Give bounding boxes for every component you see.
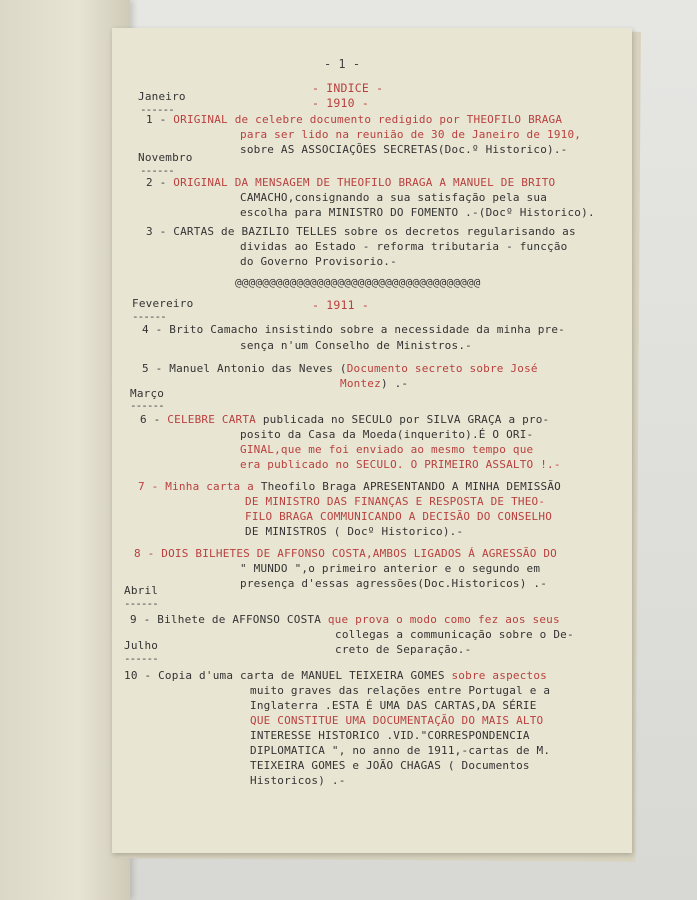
entry-3-line-2: dividas ao Estado - reforma tributaria - funcção	[240, 240, 568, 253]
entry-2-line-3: escolha para MINISTRO DO FOMENTO .-(Docº Historico).	[240, 206, 595, 219]
entry-6-line-3: GINAL,que me foi enviado ao mesmo tempo que	[240, 443, 534, 456]
entry-10-line-1: 10 - Copia d'uma carta de MANUEL TEIXEIRA GOMES sobre aspectos	[124, 669, 548, 682]
entry-7-line-3: FILO BRAGA COMMUNICANDO A DECISÃO DO CONSELHO	[245, 510, 553, 523]
entry-9-line-1: 9 - Bilhete de AFFONSO COSTA que prova o modo como fez aos seus	[130, 613, 560, 626]
entry-2-line-1: 2 - ORIGINAL DA MENSAGEM DE THEOFILO BRAGA A MANUEL DE BRITO	[146, 176, 556, 189]
entry-3-line-1: 3 - CARTAS de BAZILIO TELLES sobre os decretos regularisando as	[146, 225, 576, 238]
month-janeiro: Janeiro	[138, 90, 186, 103]
entry-1-line-2: para ser lido na reunião de 30 de Janeiro de 1910,	[240, 128, 582, 141]
entry-2-line-2: CAMACHO,consignando a sua satisfação pela sua	[240, 191, 548, 204]
entry-6-line-1: 6 - CELEBRE CARTA publicada no SECULO por SILVA GRAÇA a pro-	[140, 413, 550, 426]
entry-1-line-3: sobre AS ASSOCIAÇÕES SECRETAS(Doc.º Historico).-	[240, 143, 568, 156]
entry-10-line-7: TEIXEIRA GOMES e JOÃO CHAGAS ( Documentos	[250, 759, 530, 772]
entry-7-line-1: 7 - Minha carta a Theofilo Braga APRESENTANDO A MINHA DEMISSÃO	[138, 480, 562, 493]
section-separator: @@@@@@@@@@@@@@@@@@@@@@@@@@@@@@@@@@@@	[235, 276, 481, 289]
month-abril: Abril	[124, 584, 159, 597]
entry-10-line-2: muito graves das relações entre Portugal e a	[250, 684, 551, 697]
entry-10-line-4: QUE CONSTITUE UMA DOCUMENTAÇÃO DO MAIS ALTO	[250, 714, 544, 727]
entry-8-line-1: 8 - DOIS BILHETES DE AFFONSO COSTA,AMBOS LIGADOS Á AGRESSÃO DO	[134, 547, 557, 560]
month-underline: ------	[124, 597, 158, 610]
entry-5-line-2: Montez) .-	[340, 377, 409, 390]
month-underline: ------	[130, 399, 164, 412]
entry-10-line-8: Historicos) .-	[250, 774, 346, 787]
entry-8-line-3: presença d'essas agressões(Doc.Historicos) .-	[240, 577, 548, 590]
facing-page	[0, 0, 130, 900]
entry-7-line-4: DE MINISTROS ( Docº Historico).-	[245, 525, 464, 538]
month-underline: ------	[132, 310, 166, 323]
entry-1-line-1: 1 - ORIGINAL de celebre documento redigido por THEOFILO BRAGA	[146, 113, 563, 126]
month-underline: ------	[140, 164, 174, 177]
entry-10-line-5: INTERESSE HISTORICO .VID."CORRESPONDENCIA	[250, 729, 530, 742]
page-number: - 1 -	[323, 57, 361, 71]
month-marco: Março	[130, 387, 165, 400]
month-julho: Julho	[124, 639, 159, 652]
entry-4-line-2: sença n'um Conselho de Ministros.-	[240, 339, 472, 352]
entry-3-line-3: do Governo Provisorio.-	[240, 255, 397, 268]
year-1911: - 1911 -	[312, 298, 369, 312]
entry-10-line-3: Inglaterra .ESTA É UMA DAS CARTAS,DA SÉRIE	[250, 699, 537, 712]
month-underline: ------	[140, 103, 174, 116]
index-title: - INDICE -	[312, 81, 384, 95]
entry-7-line-2: DE MINISTRO DAS FINANÇAS E RESPOSTA DE THEO-	[245, 495, 546, 508]
month-underline: ------	[124, 652, 158, 665]
entry-6-line-4: era publicado no SECULO. O PRIMEIRO ASSALTO !.-	[240, 458, 561, 471]
entry-6-line-2: posito da Casa da Moeda(inquerito).É O ORI-	[240, 428, 534, 441]
entry-8-line-2: " MUNDO ",o primeiro anterior e o segundo em	[240, 562, 541, 575]
entry-10-line-6: DIPLOMATICA ", no anno de 1911,-cartas de M.	[250, 744, 551, 757]
year-1910: - 1910 -	[312, 96, 369, 110]
entry-9-line-2: collegas a communicação sobre o De-	[335, 628, 574, 641]
entry-5-line-1: 5 - Manuel Antonio das Neves (Documento secreto sobre José	[142, 362, 538, 375]
entry-4-line-1: 4 - Brito Camacho insistindo sobre a necessidade da minha pre-	[142, 323, 565, 336]
month-fevereiro: Fevereiro	[132, 297, 194, 310]
month-novembro: Novembro	[138, 151, 193, 164]
entry-9-line-3: creto de Separação.-	[335, 643, 472, 656]
